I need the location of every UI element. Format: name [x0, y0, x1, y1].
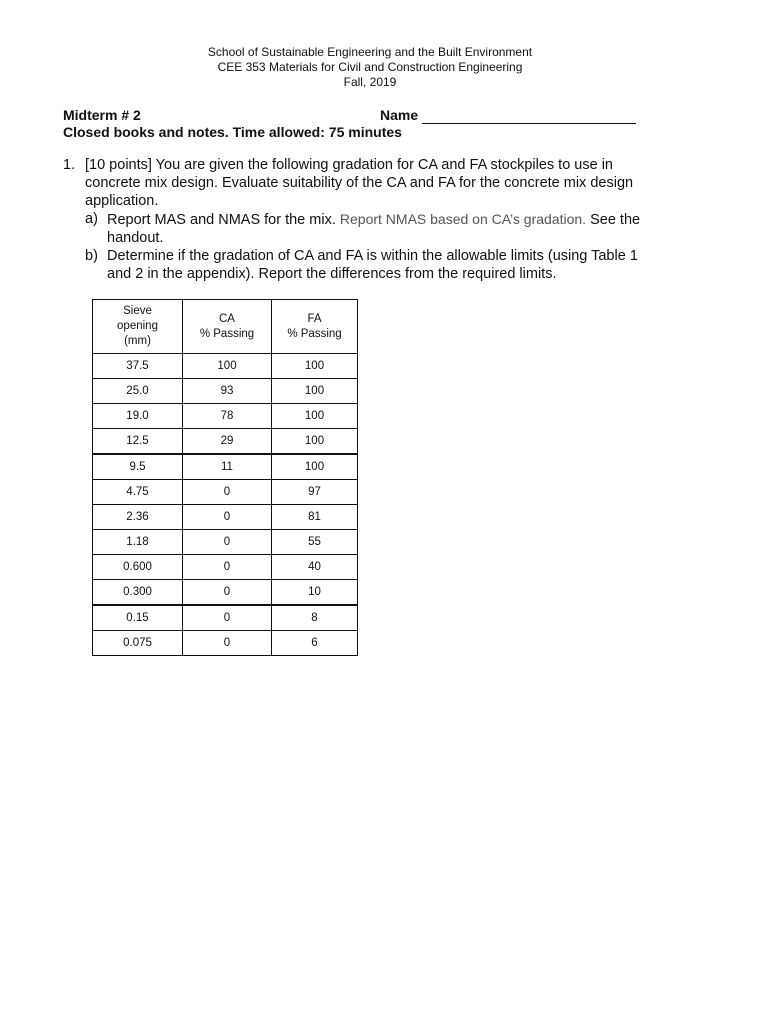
fa-cell: 55	[272, 530, 358, 555]
fa-cell: 100	[272, 454, 358, 480]
gradation-table	[92, 299, 358, 656]
ca-cell: 0	[183, 631, 272, 656]
name-field	[380, 107, 636, 124]
fa-cell: 100	[272, 404, 358, 429]
exam-instructions: Closed books and notes. Time allowed: 75 minutes	[63, 124, 402, 140]
sieve-cell: 0.600	[93, 555, 183, 580]
sub-question-line: handout.	[107, 230, 164, 246]
name-blank-line	[422, 109, 636, 124]
sub-a-text-end: See the	[590, 212, 641, 228]
header-fa-passing	[272, 300, 358, 354]
table-row	[93, 555, 358, 580]
ca-cell: 0	[183, 555, 272, 580]
course-title: CEE 353 Materials for Civil and Construction Engineering	[217, 60, 523, 74]
ca-cell: 0	[183, 505, 272, 530]
header-text: FA	[307, 312, 322, 325]
question-line: [10 points] You are given the following gradation for CA and FA stockpiles to use in	[85, 157, 613, 173]
sieve-cell: 0.075	[93, 631, 183, 656]
header-text: CA	[219, 312, 235, 325]
table-row	[93, 429, 358, 455]
fa-cell: 100	[272, 354, 358, 379]
sub-question-b	[63, 247, 693, 283]
fa-cell: 10	[272, 580, 358, 606]
table-row	[93, 354, 358, 379]
ca-cell: 11	[183, 454, 272, 480]
fa-cell: 97	[272, 480, 358, 505]
table-row	[93, 605, 358, 631]
table-row	[93, 580, 358, 606]
handout-reference: Report NMAS based on CA’s gradation.	[339, 211, 587, 227]
table-row	[93, 454, 358, 480]
sub-question-line	[107, 210, 693, 229]
sieve-cell: 4.75	[93, 480, 183, 505]
question-line: application.	[85, 193, 159, 209]
sieve-cell: 1.18	[93, 530, 183, 555]
sieve-cell: 9.5	[93, 454, 183, 480]
question-1	[63, 156, 693, 283]
header-text: (mm)	[124, 335, 151, 347]
table-header-row	[93, 300, 358, 354]
ca-cell: 0	[183, 480, 272, 505]
table-row	[93, 404, 358, 429]
sieve-cell: 12.5	[93, 429, 183, 455]
table-row	[93, 631, 358, 656]
document-header	[0, 45, 740, 90]
header-text: opening	[117, 320, 158, 332]
exam-title: Midterm # 2	[63, 107, 141, 123]
name-label: Name	[380, 107, 419, 123]
term: Fall, 2019	[343, 75, 397, 89]
sub-a-text: Report MAS and NMAS for the mix.	[107, 212, 336, 228]
sub-question-a	[63, 210, 693, 247]
ca-cell: 0	[183, 530, 272, 555]
ca-cell: 93	[183, 379, 272, 404]
sub-question-label: a)	[85, 211, 98, 227]
header-text: % Passing	[287, 327, 342, 340]
sub-question-line: Determine if the gradation of CA and FA is within the allowable limits (using Table 1	[107, 248, 638, 264]
ca-cell: 100	[183, 354, 272, 379]
sub-question-label: b)	[85, 248, 98, 264]
ca-cell: 0	[183, 605, 272, 631]
fa-cell: 40	[272, 555, 358, 580]
sieve-cell: 37.5	[93, 354, 183, 379]
sieve-cell: 19.0	[93, 404, 183, 429]
header-text: % Passing	[199, 327, 255, 340]
table-row	[93, 480, 358, 505]
sub-question-line: and 2 in the appendix). Report the differences from the required limits.	[107, 266, 557, 282]
question-number: 1.	[63, 157, 76, 173]
school-name: School of Sustainable Engineering and the Built Environment	[207, 45, 533, 59]
fa-cell: 100	[272, 379, 358, 404]
header-sieve-opening	[93, 300, 183, 354]
ca-cell: 29	[183, 429, 272, 455]
header-text: Sieve	[123, 305, 152, 317]
table-row	[93, 379, 358, 404]
sieve-cell: 25.0	[93, 379, 183, 404]
ca-cell: 78	[183, 404, 272, 429]
fa-cell: 81	[272, 505, 358, 530]
header-ca-passing	[183, 300, 272, 354]
ca-cell: 0	[183, 580, 272, 606]
fa-cell: 100	[272, 429, 358, 455]
fa-cell: 8	[272, 605, 358, 631]
question-intro	[63, 156, 693, 210]
question-line: concrete mix design. Evaluate suitability of the CA and FA for the concrete mix design	[85, 175, 634, 191]
sieve-cell: 0.15	[93, 605, 183, 631]
fa-cell: 6	[272, 631, 358, 656]
table-row	[93, 505, 358, 530]
sieve-cell: 2.36	[93, 505, 183, 530]
sieve-cell: 0.300	[93, 580, 183, 606]
table-row	[93, 530, 358, 555]
